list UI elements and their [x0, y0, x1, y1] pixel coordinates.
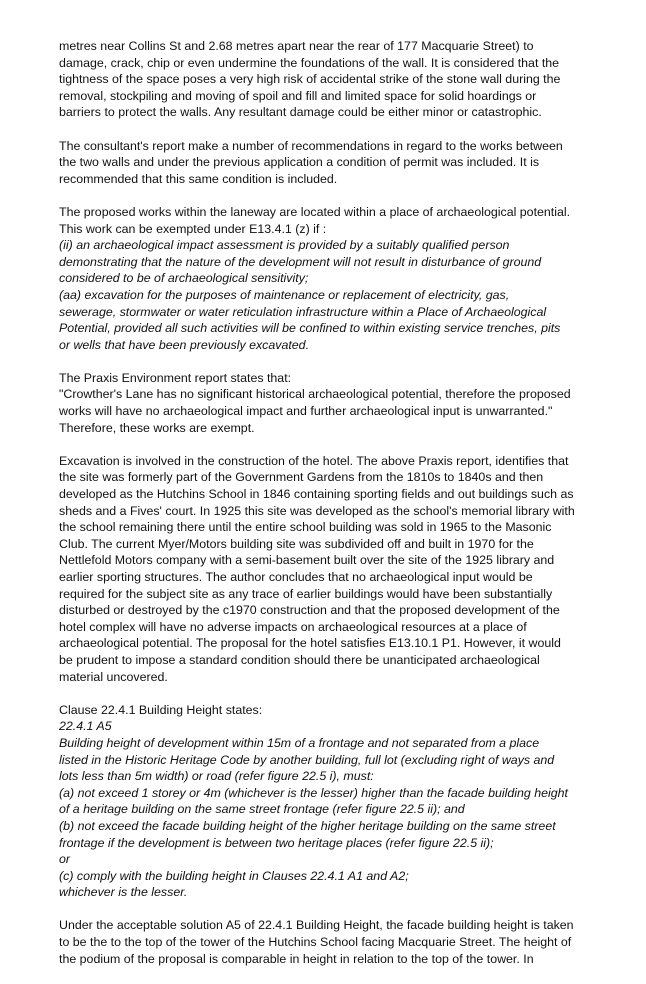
text-line: removal, stockpiling and moving of spoil and fill and limited space for solid hoardings or — [59, 88, 537, 103]
quoted-text-line: considered to be of archaeological sensitivity; — [59, 271, 309, 286]
text-line: material uncovered. — [59, 669, 168, 684]
text-line: Under the acceptable solution A5 of 22.4.1 Building Height, the facade building height is taken — [59, 918, 574, 933]
text-line: be prudent to impose a standard condition should there be unanticipated archaeological — [59, 652, 540, 667]
text-line: developed as the Hutchins School in 1846 containing sporting fields and out buildings such as — [59, 487, 574, 502]
text-line: recommended that this same condition is included. — [59, 171, 338, 186]
text-line: Therefore, these works are exempt. — [59, 420, 255, 435]
quoted-text-line: frontage if the development is between two heritage places (refer figure 22.5 ii); — [59, 835, 494, 850]
paragraph-p5 — [59, 453, 619, 685]
text-line: works will have no archaeological impact and further archaeological input is unwarranted." — [59, 404, 553, 419]
quoted-text-line: whichever is the lesser. — [59, 885, 188, 900]
paragraph-p4 — [59, 370, 619, 436]
text-line: Clause 22.4.1 Building Height states: — [59, 702, 263, 717]
quoted-text-line: (b) not exceed the facade building height of the higher heritage building on the same street — [59, 818, 556, 833]
quoted-text-line: 22.4.1 A5 — [59, 719, 112, 734]
text-line: Excavation is involved in the construction of the hotel. The above Praxis report, identifies that — [59, 453, 569, 468]
paragraph-p3 — [59, 204, 619, 353]
text-line: archaeological potential. The proposal for the hotel satisfies E13.10.1 P1. However, it would — [59, 636, 561, 651]
text-line: The consultant's report make a number of recommendations in regard to the works between — [59, 138, 563, 153]
quoted-text-line: (aa) excavation for the purposes of maintenance or replacement of electricity, gas, — [59, 287, 510, 302]
text-line: tightness of the space poses a very high risk of accidental strike of the stone wall during the — [59, 72, 561, 87]
quoted-text-line: lots less than 5m width) or road (refer figure 22.5 i), must: — [59, 769, 374, 784]
text-line: the school remaining there until the entire school building was sold in 1965 to the Masonic — [59, 520, 552, 535]
quoted-text-line: sewerage, stormwater or water reticulation infrastructure within a Place of Archaeological — [59, 304, 547, 319]
document-page — [59, 38, 619, 984]
text-line: "Crowther's Lane has no significant historical archaeological potential, therefore the proposed — [59, 387, 571, 402]
quoted-text-line: (a) not exceed 1 storey or 4m (whichever is the lesser) higher than the facade building height — [59, 785, 568, 800]
text-line: Club. The current Myer/Motors building site was subdivided off and built in 1970 for the — [59, 536, 534, 551]
quoted-text-line: (c) comply with the building height in Clauses 22.4.1 A1 and A2; — [59, 868, 409, 883]
quoted-text-line: Building height of development within 15m of a frontage and not separated from a place — [59, 735, 540, 750]
text-line: metres near Collins St and 2.68 metres apart near the rear of 177 Macquarie Street) to — [59, 39, 534, 53]
paragraph-p6 — [59, 702, 619, 901]
paragraph-p1 — [59, 38, 619, 121]
text-line: hotel complex will have no adverse impacts on archaeological resources at a place of — [59, 619, 527, 634]
quoted-text-line: demonstrating that the nature of the development will not result in disturbance of ground — [59, 254, 542, 269]
text-line: This work can be exempted under E13.4.1 (z) if : — [59, 221, 327, 236]
text-line: Nettlefold Motors company with a semi-basement built over the site of the 1925 library and — [59, 553, 555, 568]
text-line: required for the subject site as any trace of earlier buildings would have been substantially — [59, 586, 553, 601]
quoted-text-line: (ii) an archaeological impact assessment is provided by a suitably qualified person — [59, 238, 510, 253]
text-line: sheds and a Fives' court. In 1925 this site was developed as the school's memorial library with — [59, 503, 575, 518]
text-line: The Praxis Environment report states that: — [59, 370, 292, 385]
text-line: the podium of the proposal is comparable in height in relation to the top of the tower. In — [59, 951, 534, 966]
paragraph-p2 — [59, 138, 619, 188]
text-line: damage, crack, chip or even undermine the foundations of the wall. It is considered that the — [59, 55, 560, 70]
text-line: The proposed works within the laneway are located within a place of archaeological potential. — [59, 204, 571, 219]
text-line: disturbed or destroyed by the c1970 construction and that the proposed development of the — [59, 603, 560, 618]
paragraph-p7 — [59, 917, 619, 967]
quoted-text-line: or wells that have been previously excavated. — [59, 337, 310, 352]
text-line: earlier sporting structures. The author concludes that no archaeological input would be — [59, 570, 533, 584]
quoted-text-line: Potential, provided all such activities will be confined to within existing service trenches, pits — [59, 321, 561, 336]
quoted-text-line: of a heritage building on the same street frontage (refer figure 22.5 ii); and — [59, 802, 465, 817]
text-line: barriers to protect the walls. Any resultant damage could be either minor or catastrophic. — [59, 105, 542, 120]
quoted-text-line: or — [59, 852, 71, 867]
text-line: the two walls and under the previous application a condition of permit was included. It is — [59, 155, 540, 170]
text-line: the site was formerly part of the Government Gardens from the 1810s to 1840s and then — [59, 470, 544, 485]
text-line: to be the to the top of the tower of the Hutchins School facing Macquarie Street. The height of — [59, 935, 572, 950]
quoted-text-line: listed in the Historic Heritage Code by another building, full lot (excluding right of ways and — [59, 752, 555, 767]
